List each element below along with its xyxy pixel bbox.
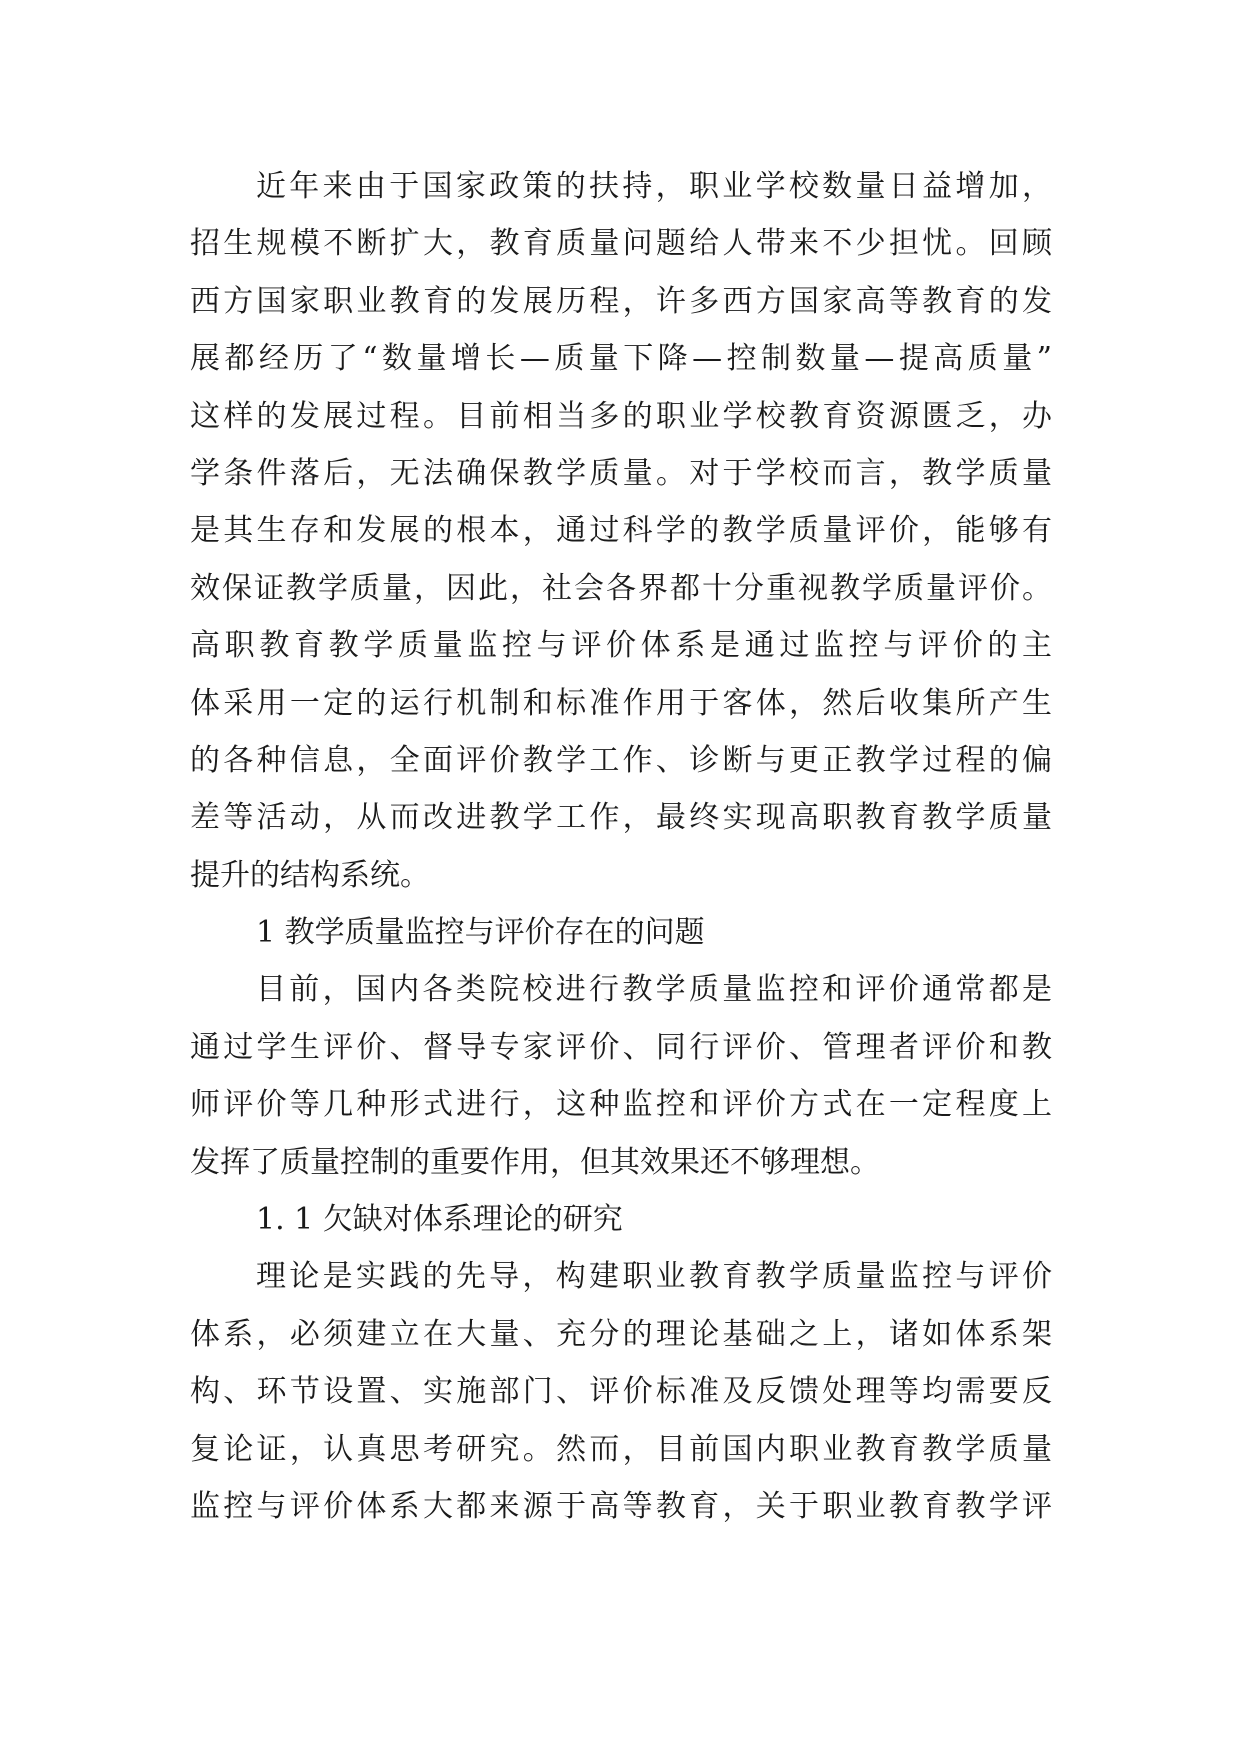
paragraph-line: 西方国家职业教育的发展历程，许多西方国家高等教育的发 [190,283,1052,319]
paragraph-line: 高职教育教学质量监控与评价体系是通过监控与评价的主 [190,628,1052,664]
paragraph-line: 这样的发展过程。目前相当多的职业学校教育资源匮乏，办 [190,398,1052,434]
paragraph-line: 监控与评价体系大都来源于高等教育，关于职业教育教学评 [190,1488,1052,1524]
paragraph-line: 目前，国内各类院校进行教学质量监控和评价通常都是 [256,972,1052,1008]
paragraph-line: 招生规模不断扩大，教育质量问题给人带来不少担忧。回顾 [190,226,1052,262]
paragraph-line: 的各种信息，全面评价教学工作、诊断与更正教学过程的偏 [190,742,1052,778]
subsection-heading: 1. 1 欠缺对体系理论的研究 [256,1202,623,1238]
paragraph-line: 提升的结构系统。 [190,857,430,893]
paragraph-line: 体采用一定的运行机制和标准作用于客体，然后收集所产生 [190,685,1052,721]
paragraph-line: 是其生存和发展的根本，通过科学的教学质量评价，能够有 [190,513,1052,549]
document-body [190,158,1052,1535]
paragraph-line: 构、环节设置、实施部门、评价标准及反馈处理等均需要反 [190,1374,1052,1410]
paragraph-line: 复论证，认真思考研究。然而，目前国内职业教育教学质量 [190,1431,1052,1467]
paragraph-line: 效保证教学质量，因此，社会各界都十分重视教学质量评价。 [190,570,1052,606]
paragraph-line: 理论是实践的先导，构建职业教育教学质量监控与评价 [256,1259,1052,1295]
paragraph-line: 通过学生评价、督导专家评价、同行评价、管理者评价和教 [190,1029,1052,1065]
paragraph-line: 近年来由于国家政策的扶持，职业学校数量日益增加， [256,169,1052,204]
paragraph-line: 差等活动，从而改进教学工作，最终实现高职教育教学质量 [190,800,1052,836]
paragraph-line: 发挥了质量控制的重要作用，但其效果还不够理想。 [190,1144,880,1180]
paragraph-line: 学条件落后，无法确保教学质量。对于学校而言，教学质量 [190,455,1052,491]
paragraph-line: 展都经历了“数量增长—质量下降—控制数量—提高质量” [190,341,1052,377]
paragraph-line: 体系，必须建立在大量、充分的理论基础之上，诸如体系架 [190,1316,1052,1352]
section-heading: 1 教学质量监控与评价存在的问题 [256,915,705,951]
paragraph-line: 师评价等几种形式进行，这种监控和评价方式在一定程度上 [190,1087,1052,1123]
